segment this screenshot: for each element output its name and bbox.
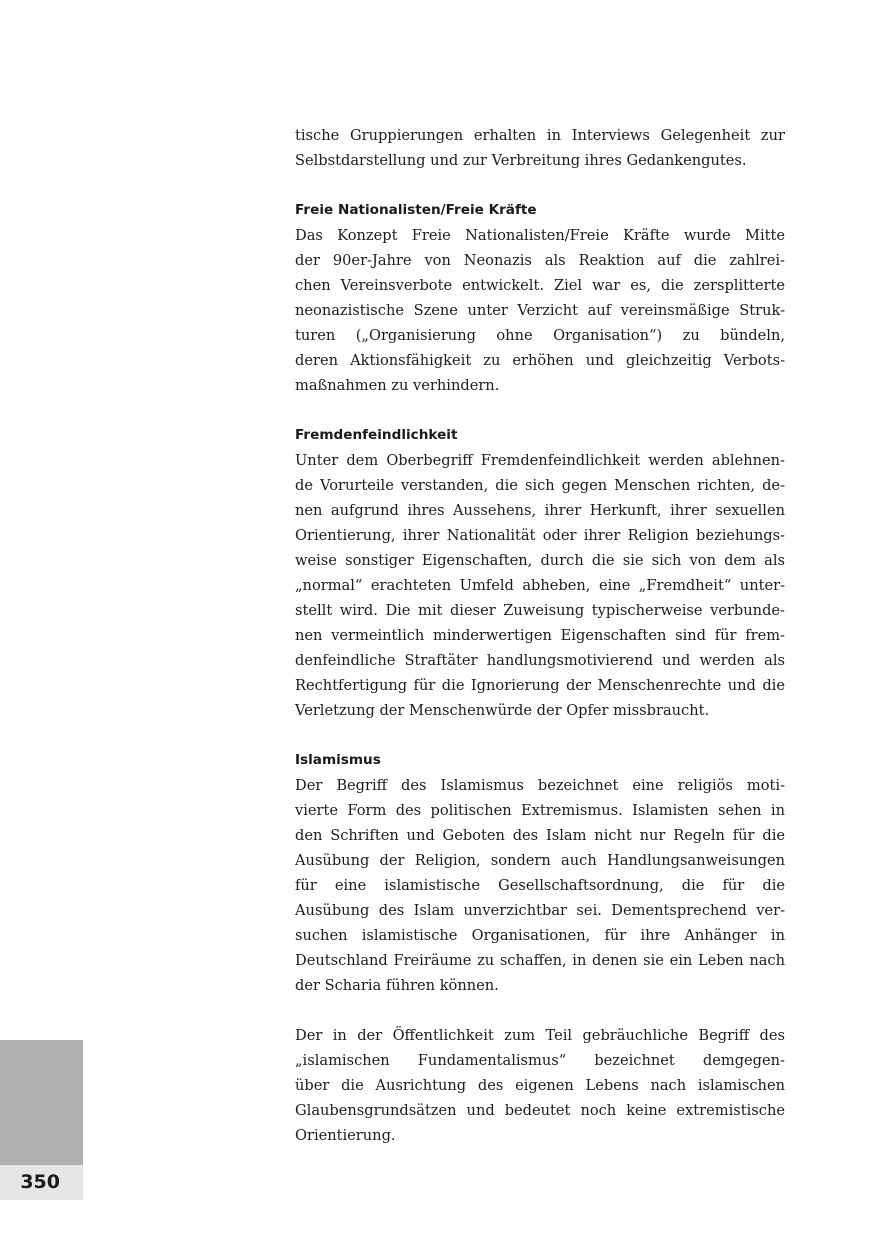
text-line: Ausübung des Islam unverzichtbar sei. Dementsprechend ver-	[295, 902, 785, 919]
text-line: stellt wird. Die mit dieser Zuweisung typischerweise verbunde-	[295, 602, 785, 619]
text-line: „islamischen Fundamentalismus“ bezeichnet demgegen-	[295, 1052, 785, 1069]
text-line: turen („Organisierung ohne Organisation“) zu bündeln,	[295, 327, 785, 344]
paragraph-gap	[295, 998, 785, 1023]
text-line: deren Aktionsfähigkeit zu erhöhen und gleichzeitig Verbots-	[295, 352, 785, 369]
text-line: Glaubensgrundsätzen und bedeutet noch keine extremistische	[295, 1102, 785, 1119]
section-heading: Fremdenfeindlichkeit	[295, 427, 458, 443]
text-line: nen vermeintlich minderwertigen Eigenschaften sind für frem-	[295, 627, 785, 644]
section-heading: Freie Nationalisten/Freie Kräfte	[295, 202, 537, 218]
text-line: Der in der Öffentlichkeit zum Teil gebräuchliche Begriff des	[295, 1027, 785, 1044]
text-line: weise sonstiger Eigenschaften, durch die sie sich von dem als	[295, 552, 785, 569]
text-line: Verletzung der Menschenwürde der Opfer missbraucht.	[295, 702, 710, 719]
text-line: de Vorurteile verstanden, die sich gegen Menschen richten, de-	[295, 477, 785, 494]
section-heading: Islamismus	[295, 752, 381, 768]
text-line: den Schriften und Geboten des Islam nicht nur Regeln für die	[295, 827, 785, 844]
text-line: nen aufgrund ihres Aussehens, ihrer Herkunft, ihrer sexuellen	[295, 502, 785, 519]
text-line: Orientierung, ihrer Nationalität oder ihrer Religion beziehungs-	[295, 527, 785, 544]
text-line: Der Begriff des Islamismus bezeichnet eine religiös moti-	[295, 777, 785, 794]
text-line: vierte Form des politischen Extremismus. Islamisten sehen in	[295, 802, 785, 819]
text-line: der 90er-Jahre von Neonazis als Reaktion auf die zahlrei-	[295, 252, 785, 269]
page-body	[295, 123, 785, 1148]
paragraph-gap	[295, 398, 785, 423]
intro-paragraph	[295, 123, 785, 173]
text-line: Ausübung der Religion, sondern auch Handlungsanweisungen	[295, 852, 785, 869]
paragraph-gap	[295, 173, 785, 198]
page-number-box	[0, 1165, 83, 1200]
text-line: Das Konzept Freie Nationalisten/Freie Kräfte wurde Mitte	[295, 227, 785, 244]
text-line: Deutschland Freiräume zu schaffen, in denen sie ein Leben nach	[295, 952, 785, 969]
section-islamismus	[295, 748, 785, 1148]
text-line: der Scharia führen können.	[295, 977, 499, 994]
text-line: denfeindliche Straftäter handlungsmotivierend und werden als	[295, 652, 785, 669]
paragraph-gap	[295, 723, 785, 748]
text-line: Rechtfertigung für die Ignorierung der Menschenrechte und die	[295, 677, 785, 694]
text-line: über die Ausrichtung des eigenen Lebens nach islamischen	[295, 1077, 785, 1094]
text-line: Unter dem Oberbegriff Fremdenfeindlichkeit werden ablehnen-	[295, 452, 785, 469]
text-line: maßnahmen zu verhindern.	[295, 377, 500, 394]
margin-tab	[0, 1040, 83, 1165]
text-line: tische Gruppierungen erhalten in Interviews Gelegenheit zur	[295, 127, 785, 144]
text-line: Orientierung.	[295, 1127, 396, 1144]
section-fremdenfeindlichkeit	[295, 423, 785, 723]
page-number: 350	[20, 1171, 60, 1193]
text-line: chen Vereinsverbote entwickelt. Ziel war es, die zersplitterte	[295, 277, 785, 294]
text-line: für eine islamistische Gesellschaftsordnung, die für die	[295, 877, 785, 894]
section-freie-nationalisten	[295, 198, 785, 398]
text-line: neonazistische Szene unter Verzicht auf vereinsmäßige Struk-	[295, 302, 785, 319]
text-line: Selbstdarstellung und zur Verbreitung ihres Gedankengutes.	[295, 152, 747, 169]
text-line: „normal“ erachteten Umfeld abheben, eine „Fremdheit“ unter-	[295, 577, 785, 594]
text-line: suchen islamistische Organisationen, für ihre Anhänger in	[295, 927, 785, 944]
